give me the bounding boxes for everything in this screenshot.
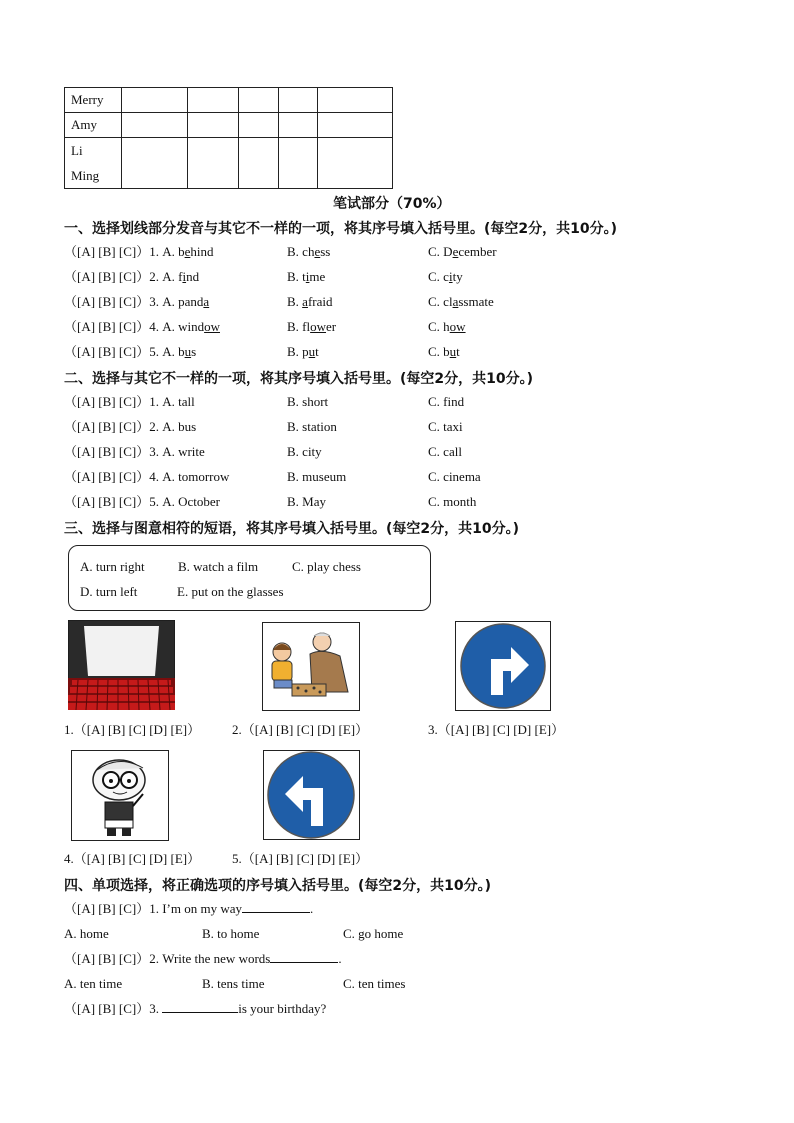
answer-blank[interactable] — [242, 900, 310, 913]
table-cell — [318, 113, 393, 138]
option-b: B. watch a film — [178, 559, 259, 574]
option-a: A. turn right — [80, 559, 145, 574]
answer-4: 4.（[A] [B] [C] [D] [E]） — [64, 851, 201, 866]
table-name-cell: Amy — [65, 113, 122, 138]
section3-title: 三、选择与图意相符的短语，将其序号填入括号里。(每空2分，共10分。) — [64, 521, 520, 537]
answer-blank[interactable] — [270, 950, 338, 963]
answer-blank[interactable] — [162, 1000, 238, 1013]
table-cell — [279, 88, 318, 113]
table-cell — [122, 138, 188, 189]
table-cell — [188, 88, 239, 113]
cinema-picture — [68, 620, 175, 710]
table-cell — [122, 88, 188, 113]
turn-right-sign-picture — [455, 621, 551, 711]
table-cell — [188, 138, 239, 189]
table-cell — [279, 113, 318, 138]
table-cell — [239, 88, 279, 113]
turn-left-sign-picture — [263, 750, 360, 840]
table-cell — [239, 113, 279, 138]
option-d: D. turn left — [80, 584, 138, 599]
answer-5: 5.（[A] [B] [C] [D] [E]） — [232, 851, 369, 866]
table-cell — [122, 113, 188, 138]
score-table — [64, 87, 393, 189]
table-name-line1: Li — [71, 143, 83, 158]
section1-title: 一、选择划线部分发音与其它不一样的一项，将其序号填入括号里。(每空2分，共10分。) — [64, 221, 618, 237]
table-cell — [279, 138, 318, 189]
table-name-cell: Merry — [65, 88, 122, 113]
glasses-boy-picture — [71, 750, 169, 841]
section2-title: 二、选择与其它不一样的一项，将其序号填入括号里。(每空2分，共10分。) — [64, 371, 534, 387]
written-part-title: 笔试部分（70%） — [333, 196, 451, 212]
option-e: E. put on the glasses — [177, 584, 284, 599]
answer-2: 2.（[A] [B] [C] [D] [E]） — [232, 722, 369, 737]
table-name-cell — [65, 138, 122, 189]
table-cell — [239, 138, 279, 189]
answer-1: 1.（[A] [B] [C] [D] [E]） — [64, 722, 201, 737]
table-cell — [318, 138, 393, 189]
table-name-line2: Ming — [71, 168, 100, 183]
table-cell — [318, 88, 393, 113]
table-cell — [188, 113, 239, 138]
section4-title: 四、单项选择，将正确选项的序号填入括号里。(每空2分，共10分。) — [64, 878, 492, 894]
option-c: C. play chess — [292, 559, 361, 574]
play-chess-picture — [262, 622, 360, 711]
answer-3: 3.（[A] [B] [C] [D] [E]） — [428, 722, 565, 737]
